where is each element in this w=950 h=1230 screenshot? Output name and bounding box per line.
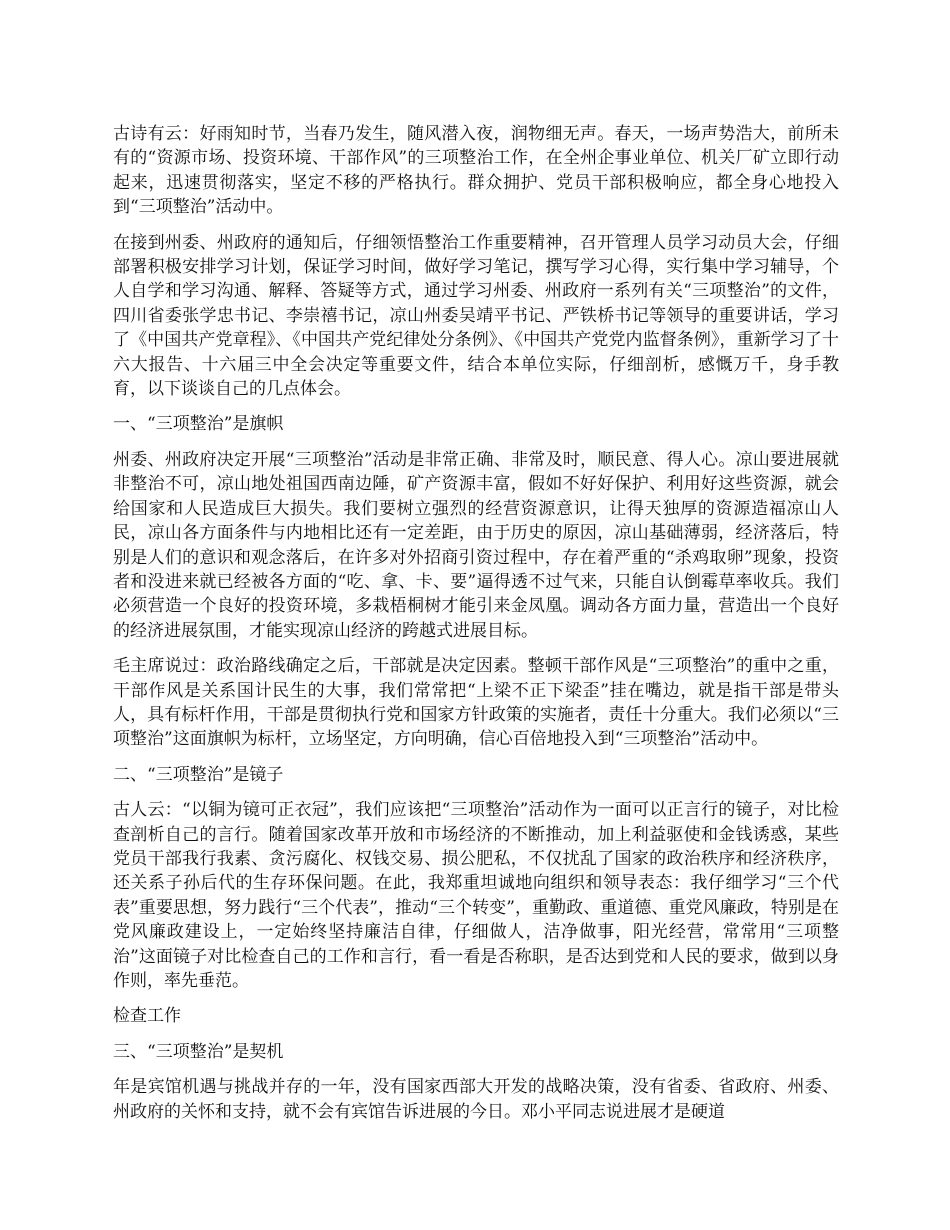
heading-section-2: 二、“三项整治”是镜子 [113,764,284,785]
heading-inspection: 检查工作 [113,1006,181,1027]
paragraph-section-2: 古人云：“以铜为镜可正衣冠”，我们应该把“三项整治”活动作为一面可以正言行的镜子，对比检查剖析自己的言行。随着国家改革开放和市场经济的不断推动，加上利益驱使和金钱诱惑，某些党员干部我行我素、贪污腐化、权钱交易、损公肥私，不仅扰乱了国家的政治秩序和经济秩序，还关系子孙后代的生存环保问题。在此，我郑重坦诚地向组织和领导表态：我仔细学习“三个代表”重要思想，努力践行“三个代表”，推动“三个转变”，重勤政、重道德、重党风廉政，特别是在党风廉政建设上，一定始终坚持廉洁自律，仔细做人，洁净做事，阳光经营，常常用“三项整治”这面镜子对比检查自己的工作和言行，看一看是否称职，是否达到党和人民的要求，做到以身作则，率先垂范。 [113,800,839,991]
document-page [113,122,839,1135]
paragraph-section-3: 年是宾馆机遇与挑战并存的一年，没有国家西部大开发的战略决策，没有省委、省政府、州委、州政府的关怀和支持，就不会有宾馆告诉进展的今日。邓小平同志说进展才是硬道 [113,1077,839,1122]
heading-section-3: 三、“三项整治”是契机 [113,1041,284,1062]
paragraph-intro: 古诗有云：好雨知时节，当春乃发生，随风潜入夜，润物细无声。春天，一场声势浩大，前所未有的“资源市场、投资环境、干部作风”的三项整治工作，在全州企事业单位、机关厂矿立即行动起来，迅速贯彻落实，坚定不移的严格执行。群众拥护、党员干部积极响应，都全身心地投入到“三项整治”活动中。 [113,124,839,218]
heading-section-1: 一、“三项整治”是旗帜 [113,414,284,435]
paragraph-section-1: 州委、州政府决定开展“三项整治”活动是非常正确、非常及时，顺民意、得人心。凉山要进展就非整治不可，凉山地处祖国西南边陲，矿产资源丰富，假如不好好保护、利用好这些资源，就会给国家和人民造成巨大损失。我们要树立强烈的经营资源意识，让得天独厚的资源造福凉山人民，凉山各方面条件与内地相比还有一定差距，由于历史的原因，凉山基础薄弱，经济落后，特别是人们的意识和观念落后，在许多对外招商引资过程中，存在着严重的“杀鸡取卵”现象，投资者和没进来就已经被各方面的“吃、拿、卡、要”逼得透不过气来，只能自认倒霉草率收兵。我们必须营造一个良好的投资环境，多栽梧桐树才能引来金凤凰。调动各方面力量，营造出一个良好的经济进展氛围，才能实现凉山经济的跨越式进展目标。 [113,449,839,641]
paragraph-chairman-mao: 毛主席说过：政治路线确定之后，干部就是决定因素。整顿干部作风是“三项整治”的重中之重，干部作风是关系国计民生的大事，我们常常把“上梁不正下梁歪”挂在嘴边，就是指干部是带头人，具有标杆作用，干部是贯彻执行党和国家方针政策的实施者，责任十分重大。我们必须以“三项整治”这面旗帜为标杆，立场坚定，方向明确，信心百倍地投入到“三项整治”活动中。 [113,656,839,750]
paragraph-study: 在接到州委、州政府的通知后，仔细领悟整治工作重要精神，召开管理人员学习动员大会，仔细部署积极安排学习计划，保证学习时间，做好学习笔记，撰写学习心得，实行集中学习辅导，个人自学和学习沟通、解释、答疑等方式，通过学习州委、州政府一系列有关“三项整治”的文件，四川省委张学忠书记、李崇禧书记，凉山州委吴靖平书记、严铁桥书记等领导的重要讲话，学习了《中国共产党章程》、《中国共产党纪律处分条例》、《中国共产党党内监督条例》，重新学习了十六大报告、十六届三中全会决定等重要文件，结合本单位实际，仔细剖析，感慨万千，身手教育，以下谈谈自己的几点体会。 [113,232,839,400]
